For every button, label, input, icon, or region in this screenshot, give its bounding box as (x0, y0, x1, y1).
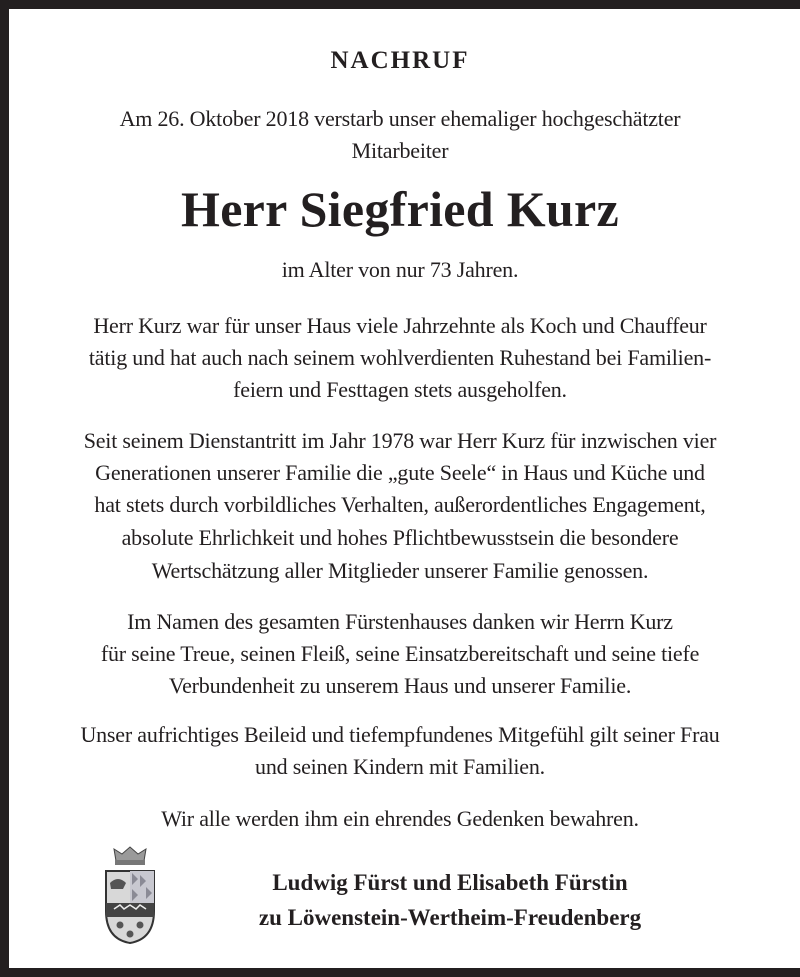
intro-line: Am 26. Oktober 2018 verstarb unser ehemaliger hochgeschätzter (119, 106, 681, 131)
paragraph-line: Im Namen des gesamten Fürstenhauses danken wir Herrn Kurz (127, 609, 673, 634)
paragraph-line: absolute Ehrlichkeit und hohes Pflichtbewusstsein die besondere (121, 525, 679, 550)
paragraph-line: Verbundenheit zu unserem Haus und unserer Familie. (168, 673, 632, 698)
heading: NACHRUF (330, 47, 470, 74)
paragraph-line: Unser aufrichtiges Beileid und tiefempfundenes Mitgefühl gilt seiner Frau (80, 722, 720, 747)
paragraph-line: Wir alle werden ihm ein ehrendes Gedenken bewahren. (161, 806, 639, 831)
paragraph-line: hat stets durch vorbildliches Verhalten, außerordentliches Engagement, (94, 492, 706, 517)
paragraph-line: für seine Treue, seinen Fleiß, seine Einsatzbereitschaft und seine tiefe (100, 641, 700, 666)
intro-line: Mitarbeiter (351, 138, 449, 163)
age-line: im Alter von nur 73 Jahren. (281, 257, 519, 282)
signature-line: Ludwig Fürst und Elisabeth Fürstin (272, 870, 628, 895)
paragraph-line: Seit seinem Dienstantritt im Jahr 1978 war Herr Kurz für inzwischen vier (83, 428, 717, 453)
paragraph-line: Herr Kurz war für unser Haus viele Jahrzehnte als Koch und Chauffeur (93, 313, 707, 338)
coat-of-arms-icon (102, 845, 158, 945)
deceased-name: Herr Siegfried Kurz (181, 181, 619, 237)
paragraph-line: und seinen Kindern mit Familien. (255, 754, 545, 779)
paragraph-line: Wertschätzung aller Mitglieder unserer Familie genossen. (151, 558, 649, 583)
paragraph-line: Generationen unserer Familie die „gute Seele“ in Haus und Küche und (95, 460, 705, 485)
paragraph-line: feiern und Festtagen stets ausgeholfen. (233, 377, 567, 402)
paragraph-line: tätig und hat auch nach seinem wohlverdienten Ruhestand bei Familien- (88, 345, 712, 370)
signature-line: zu Löwenstein-Wertheim-Freudenberg (258, 905, 642, 930)
